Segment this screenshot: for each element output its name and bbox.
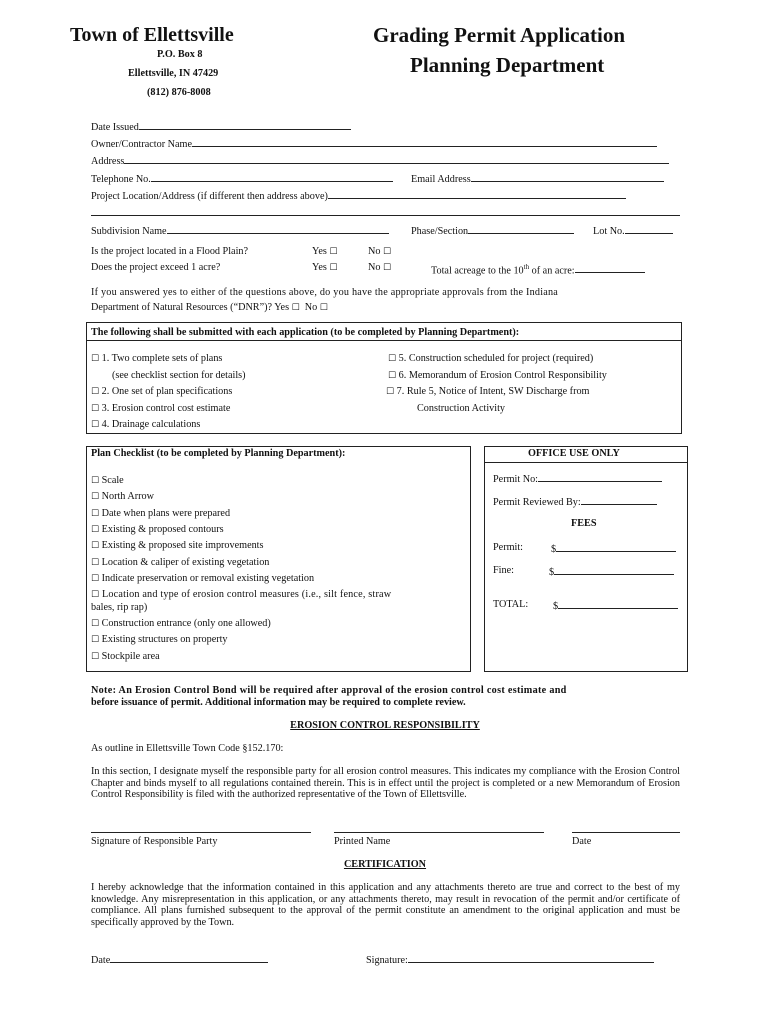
item-label: Scale — [101, 475, 124, 486]
lot-no-field[interactable] — [593, 223, 673, 238]
checkbox-icon: ☐ — [329, 263, 338, 273]
address-field[interactable] — [91, 153, 669, 168]
phase-section-line — [468, 223, 574, 234]
item-label: Date when plans were prepared — [101, 508, 231, 519]
fine-field[interactable] — [549, 564, 674, 579]
checkbox-icon: ☐ — [91, 635, 100, 645]
item-label: North Arrow — [101, 491, 154, 502]
certification-date-line — [110, 952, 268, 963]
item-label: Stockpile area — [101, 651, 160, 662]
item-label: 6. Memorandum of Erosion Control Responsibility — [398, 370, 607, 381]
telephone-field[interactable] — [91, 171, 393, 186]
submission-item-7[interactable] — [386, 385, 590, 399]
yes-label: Yes — [312, 262, 327, 273]
bond-note-line-2: before issuance of permit. Additional information may be required to complete review. — [91, 697, 466, 708]
submission-item-1[interactable] — [91, 352, 222, 366]
item-label: 4. Drainage calculations — [101, 419, 201, 430]
dnr-question-line-2 — [91, 301, 328, 315]
checklist-item-erosion-measures[interactable] — [91, 588, 391, 602]
office-heading-divider — [484, 462, 687, 463]
checklist-item-north-arrow[interactable] — [91, 490, 154, 504]
dnr-yes-checkbox[interactable]: ☐ — [291, 303, 300, 313]
checkbox-icon: ☐ — [388, 371, 397, 381]
acreage-label: Total acreage to the 10 — [431, 265, 524, 277]
certification-signature-label: Signature: — [366, 955, 408, 966]
town-name: Town of Ellettsville — [70, 24, 234, 46]
project-location-line — [328, 188, 626, 199]
lot-no-line — [625, 223, 673, 234]
checklist-item-site-improvements[interactable] — [91, 539, 263, 553]
total-acreage-field[interactable] — [431, 261, 645, 277]
checkbox-icon: ☐ — [91, 558, 100, 568]
checkbox-icon: ☐ — [91, 420, 100, 430]
bond-note-line-1: Note: An Erosion Control Bond will be required after approval of the erosion control cost estimate and — [91, 685, 567, 696]
certification-date-label: Date — [91, 955, 111, 966]
dnr-question-line-1: If you answered yes to either of the questions above, do you have the appropriate approvals from the Indiana — [91, 287, 559, 298]
fine-label: Fine: — [493, 565, 514, 576]
submission-item-1-note: (see checklist section for details) — [112, 370, 246, 381]
permit-no-label: Permit No: — [493, 474, 538, 485]
checklist-item-vegetation-preservation[interactable] — [91, 572, 314, 586]
acreage-line — [575, 262, 645, 273]
exceed-acre-yes[interactable] — [312, 261, 337, 275]
checkbox-icon: ☐ — [383, 263, 392, 273]
date-issued-label: Date Issued — [91, 122, 139, 133]
erosion-date-label: Date — [572, 836, 592, 847]
dollar-sign: $ — [551, 544, 557, 555]
certification-heading: CERTIFICATION — [343, 859, 427, 870]
no-label: No — [368, 246, 381, 257]
fine-line — [554, 564, 674, 575]
checklist-item-date[interactable] — [91, 507, 230, 521]
checklist-item-vegetation-caliper[interactable] — [91, 556, 269, 570]
item-label: 3. Erosion control cost estimate — [101, 403, 231, 414]
reviewed-by-field[interactable] — [493, 494, 657, 509]
permit-fee-field[interactable] — [551, 541, 676, 556]
town-phone: (812) 876-8008 — [147, 87, 211, 98]
telephone-label: Telephone No. — [91, 174, 151, 185]
project-location-line-2[interactable] — [91, 215, 680, 216]
checklist-item-existing-structures[interactable] — [91, 633, 228, 647]
item-label: Existing structures on property — [101, 634, 228, 645]
checkbox-icon: ☐ — [329, 247, 338, 257]
project-location-label: Project Location/Address (if different then address above) — [91, 191, 328, 202]
erosion-date-line[interactable] — [572, 832, 680, 833]
checklist-item-erosion-measures-cont: bales, rip rap) — [91, 602, 148, 613]
checkbox-icon: ☐ — [386, 387, 395, 397]
certification-date-field[interactable] — [91, 952, 268, 967]
submission-item-7-note: Construction Activity — [417, 403, 506, 414]
email-line — [471, 171, 664, 182]
responsible-signature-line[interactable] — [91, 832, 311, 833]
item-label: Location & caliper of existing vegetation — [101, 557, 270, 568]
po-box: P.O. Box 8 — [157, 49, 203, 60]
checkbox-icon: ☐ — [91, 652, 100, 662]
plan-checklist-heading: Plan Checklist (to be completed by Planning Department): — [91, 448, 346, 459]
item-label: 1. Two complete sets of plans — [101, 353, 223, 364]
total-line — [558, 598, 678, 609]
submission-item-3[interactable] — [91, 402, 230, 416]
dollar-sign: $ — [549, 567, 555, 578]
owner-label: Owner/Contractor Name — [91, 139, 192, 150]
checkbox-icon: ☐ — [91, 541, 100, 551]
dollar-sign: $ — [553, 601, 559, 612]
checkbox-icon: ☐ — [91, 574, 100, 584]
exceed-acre-question: Does the project exceed 1 acre? — [91, 262, 221, 273]
checklist-item-contours[interactable] — [91, 523, 224, 537]
permit-no-line — [538, 471, 662, 482]
exceed-acre-no[interactable] — [368, 261, 391, 275]
checkbox-icon: ☐ — [388, 354, 397, 364]
item-label: Location and type of erosion control measures (i.e., silt fence, straw — [101, 589, 392, 600]
certification-text: I hereby acknowledge that the information contained in this application and any attachments thereto are true and correct to the best of my knowledge. Any misrepresentation in this application, or any attachments thereto, may result in revocation of the permit and/or certificate of compliance. All plans furnished subsequent to the approval of the permit constitute an amendment to the original application and must be specifically approved by the Town. — [91, 882, 680, 928]
permit-fee-line — [556, 541, 676, 552]
phase-section-field[interactable] — [411, 223, 574, 238]
permit-no-field[interactable] — [493, 471, 662, 486]
owner-line — [192, 136, 657, 147]
address-label: Address — [91, 156, 125, 167]
certification-signature-line — [408, 952, 654, 963]
no-label: No — [368, 262, 381, 273]
total-label: TOTAL: — [493, 599, 529, 610]
item-label: Existing & proposed contours — [101, 524, 224, 535]
checklist-item-construction-entrance[interactable] — [91, 617, 271, 631]
dnr-no-label: No — [304, 302, 318, 313]
checkbox-icon: ☐ — [91, 619, 100, 629]
item-label: 7. Rule 5, Notice of Intent, SW Discharge from — [396, 386, 590, 397]
checkbox-icon: ☐ — [91, 387, 100, 397]
reviewed-by-line — [581, 494, 657, 505]
item-label: Indicate preservation or removal existing vegetation — [101, 573, 315, 584]
submission-heading: The following shall be submitted with each application (to be completed by Planning Department): — [91, 327, 520, 338]
acreage-superscript: th — [523, 263, 530, 271]
town-code-reference: As outline in Ellettsville Town Code §152.170: — [91, 743, 284, 754]
office-use-heading: OFFICE USE ONLY — [528, 448, 620, 459]
submission-item-5[interactable] — [388, 352, 593, 366]
checkbox-icon: ☐ — [91, 509, 100, 519]
address-line — [124, 153, 669, 164]
submission-item-4[interactable] — [91, 418, 200, 432]
subdivision-line — [167, 223, 389, 234]
submission-item-2[interactable] — [91, 385, 232, 399]
date-issued-line — [139, 119, 351, 130]
item-label: 5. Construction scheduled for project (required) — [398, 353, 594, 364]
dnr-question-text: Department of Natural Resources (“DNR”)? Yes — [91, 302, 290, 313]
erosion-responsibility-text: In this section, I designate myself the responsible party for all erosion control measures. This indicates my compliance with the Erosion Control Chapter and binds myself to all regulations contained therein. This is in effect until the project is completed or a new Memorandum of Erosion Control Responsibility is filed with the authorized representative of the Town of Ellettsville. — [91, 766, 680, 801]
checkbox-icon: ☐ — [91, 525, 100, 535]
project-location-field[interactable] — [91, 188, 626, 203]
subdivision-label: Subdivision Name — [91, 226, 167, 237]
printed-name-label: Printed Name — [334, 836, 391, 847]
checkbox-icon: ☐ — [91, 590, 100, 600]
email-label: Email Address — [411, 174, 471, 185]
checkbox-icon: ☐ — [91, 476, 100, 486]
city-state: Ellettsville, IN 47429 — [128, 68, 219, 79]
dnr-no-checkbox[interactable]: ☐ — [319, 303, 328, 313]
form-title: Grading Permit Application — [373, 23, 625, 47]
certification-signature-field[interactable] — [366, 952, 654, 967]
phase-section-label: Phase/Section — [411, 226, 469, 237]
submission-item-6[interactable] — [388, 369, 607, 383]
acreage-label-end: of an acre: — [529, 265, 575, 277]
flood-plain-yes[interactable] — [312, 245, 337, 259]
fees-heading: FEES — [571, 518, 597, 529]
checklist-item-stockpile[interactable] — [91, 650, 160, 664]
permit-fee-label: Permit: — [493, 542, 523, 553]
responsible-signature-label: Signature of Responsible Party — [91, 836, 218, 847]
owner-field[interactable] — [91, 136, 657, 151]
telephone-line — [151, 171, 393, 182]
printed-name-line[interactable] — [334, 832, 544, 833]
checklist-item-scale[interactable] — [91, 474, 124, 488]
subdivision-field[interactable] — [91, 223, 389, 238]
erosion-heading: EROSION CONTROL RESPONSIBILITY — [290, 720, 480, 731]
lot-no-label: Lot No. — [593, 226, 625, 237]
checkbox-icon: ☐ — [383, 247, 392, 257]
checkbox-icon: ☐ — [91, 492, 100, 502]
reviewed-by-label: Permit Reviewed By: — [493, 497, 581, 508]
flood-plain-no[interactable] — [368, 245, 391, 259]
date-issued-field[interactable] — [91, 119, 351, 134]
item-label: Existing & proposed site improvements — [101, 540, 264, 551]
total-field[interactable] — [553, 598, 678, 613]
email-field[interactable] — [411, 171, 664, 186]
checkbox-icon: ☐ — [91, 354, 100, 364]
checkbox-icon: ☐ — [91, 404, 100, 414]
yes-label: Yes — [312, 246, 327, 257]
department-title: Planning Department — [410, 53, 605, 77]
submission-heading-divider — [86, 340, 681, 341]
item-label: Construction entrance (only one allowed) — [101, 618, 271, 629]
item-label: 2. One set of plan specifications — [101, 386, 233, 397]
flood-plain-question: Is the project located in a Flood Plain? — [91, 246, 249, 257]
